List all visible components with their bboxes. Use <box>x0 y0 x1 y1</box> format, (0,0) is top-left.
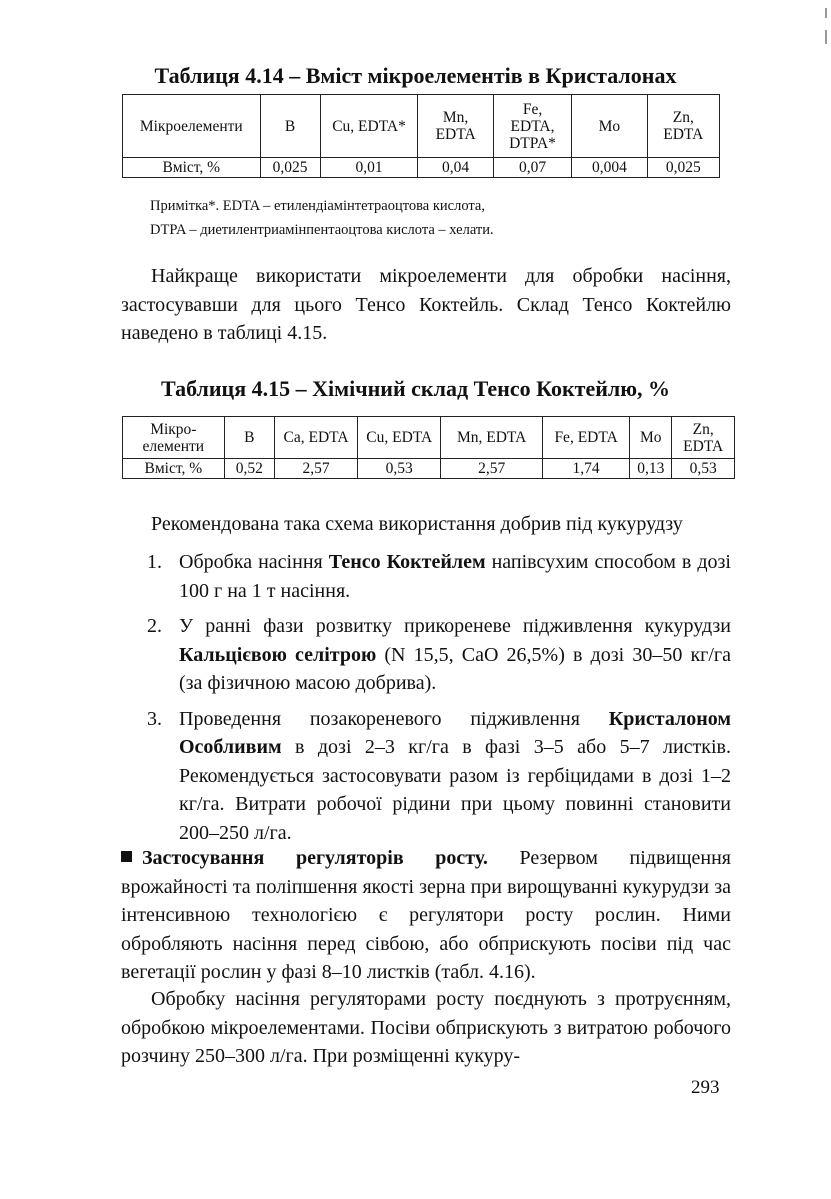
page-number: 293 <box>691 1077 720 1098</box>
list-intro: Рекомендована така схема використання добрив під кукурудзу <box>151 513 683 535</box>
body-paragraph: Обробку насіння регуляторами росту поєднують з протруєнням, обробкою мікроелементами. Посіви обприскують з витратою робочого розчину 250–300 л/га. При розміщенні кукуру- <box>121 988 731 1067</box>
table-header-cell: Мікро- елементи <box>123 417 225 459</box>
table-note: Примітка*. EDTA – етилендіамінтетраоцтова кислота, <box>150 198 485 214</box>
table-header-cell: Zn, EDTA <box>647 95 719 158</box>
table-header-cell: Zn, EDTA <box>672 417 735 459</box>
list-item <box>147 612 731 698</box>
table-cell: 0,07 <box>493 158 571 178</box>
body-paragraph: Найкраще використати мікроелементи для обробки насіння, застосувавши для цього Тенсо Коктейль. Склад Тенсо Коктейлю наведено в таблиці 4.15. <box>121 265 731 344</box>
table-cell: Вміст, % <box>123 158 261 178</box>
margin-mark <box>825 30 827 44</box>
table-cell: 0,52 <box>224 459 274 479</box>
section-text: Резервом підвищення врожайності та поліпшення якості зерна при вирощуванні кукурудзи за інтенсивною технологією є регулятори росту рослин. Ними обробляють насіння перед сівбою, або обприскують посіви під час вегетації рослин у фазі 8–10 листків (табл. 4.16). <box>121 847 731 983</box>
margin-mark <box>825 8 827 18</box>
section-heading: Застосування регуляторів росту. <box>142 847 488 869</box>
table-header-cell: Cu, EDTA* <box>320 95 418 158</box>
table-cell: 0,13 <box>630 459 672 479</box>
square-bullet-icon <box>121 851 132 862</box>
table-header-cell: Мікроелементи <box>123 95 261 158</box>
table-cell: 1,74 <box>542 459 629 479</box>
list-bold-term: Тенсо Коктейлем <box>328 551 486 573</box>
list-item <box>147 548 731 605</box>
table-cell: 0,025 <box>647 158 719 178</box>
list-item <box>147 705 731 848</box>
table-4-15 <box>122 416 735 479</box>
table-header-cell: Mo <box>572 95 647 158</box>
table-4-14-caption: Таблиця 4.14 – Вміст мікроелементів в Кристалонах <box>154 63 677 88</box>
table-cell: Вміст, % <box>123 459 225 479</box>
table-header-cell: Mo <box>630 417 672 459</box>
table-header-cell: Mn, EDTA <box>418 95 493 158</box>
table-header-cell: Mn, EDTA <box>441 417 543 459</box>
table-header-cell: Ca, EDTA <box>274 417 357 459</box>
section-paragraph <box>121 844 731 987</box>
table-note: DTPA – диетилентриамінпентаоцтова кислота – хелати. <box>150 222 494 238</box>
table-header-cell: B <box>224 417 274 459</box>
list-number: 3. <box>147 707 162 730</box>
table-cell: 2,57 <box>441 459 543 479</box>
recommendation-list <box>147 548 731 847</box>
table-header-cell: Cu, EDTA <box>358 417 441 459</box>
list-text: (N 15,5, CaO 26,5%) в дозі 30–50 кг/га (за фізичною масою добрива). <box>179 643 731 694</box>
table-cell: 0,004 <box>572 158 647 178</box>
table-cell: 0,53 <box>358 459 441 479</box>
table-cell: 2,57 <box>274 459 357 479</box>
list-text: Проведення позакореневого підживлення <box>179 707 609 730</box>
list-text: У ранні фази розвитку прикореневе підживлення кукурудзи <box>179 615 731 637</box>
table-cell: 0,025 <box>260 158 320 178</box>
list-text: в дозі 2–3 кг/га в фазі 3–5 або 5–7 листків. Рекомендується застосовувати разом із гербіцидами в дозі 1–2 кг/га. Витрати робочої рідини при цьому повинні становити 200–250 л/га. <box>179 736 731 844</box>
list-bold-term: Кристалоном Особливим <box>179 707 731 758</box>
table-cell: 0,53 <box>672 459 735 479</box>
list-bold-term: Кальцієвою селітрою <box>179 643 377 666</box>
list-number: 2. <box>147 615 162 637</box>
table-header-cell: Fe, EDTA <box>542 417 629 459</box>
table-4-14 <box>122 94 720 178</box>
table-header-cell: Fe, EDTA, DTPA* <box>493 95 571 158</box>
table-cell: 0,01 <box>320 158 418 178</box>
list-text: напівсухим способом в дозі 100 г на 1 т насіння. <box>179 551 731 602</box>
list-text: Обробка насіння <box>179 551 329 573</box>
table-header-cell: B <box>260 95 320 158</box>
table-cell: 0,04 <box>418 158 493 178</box>
list-number: 1. <box>147 551 162 573</box>
table-4-15-caption: Таблиця 4.15 – Хімічний склад Тенсо Коктейлю, % <box>160 376 671 401</box>
